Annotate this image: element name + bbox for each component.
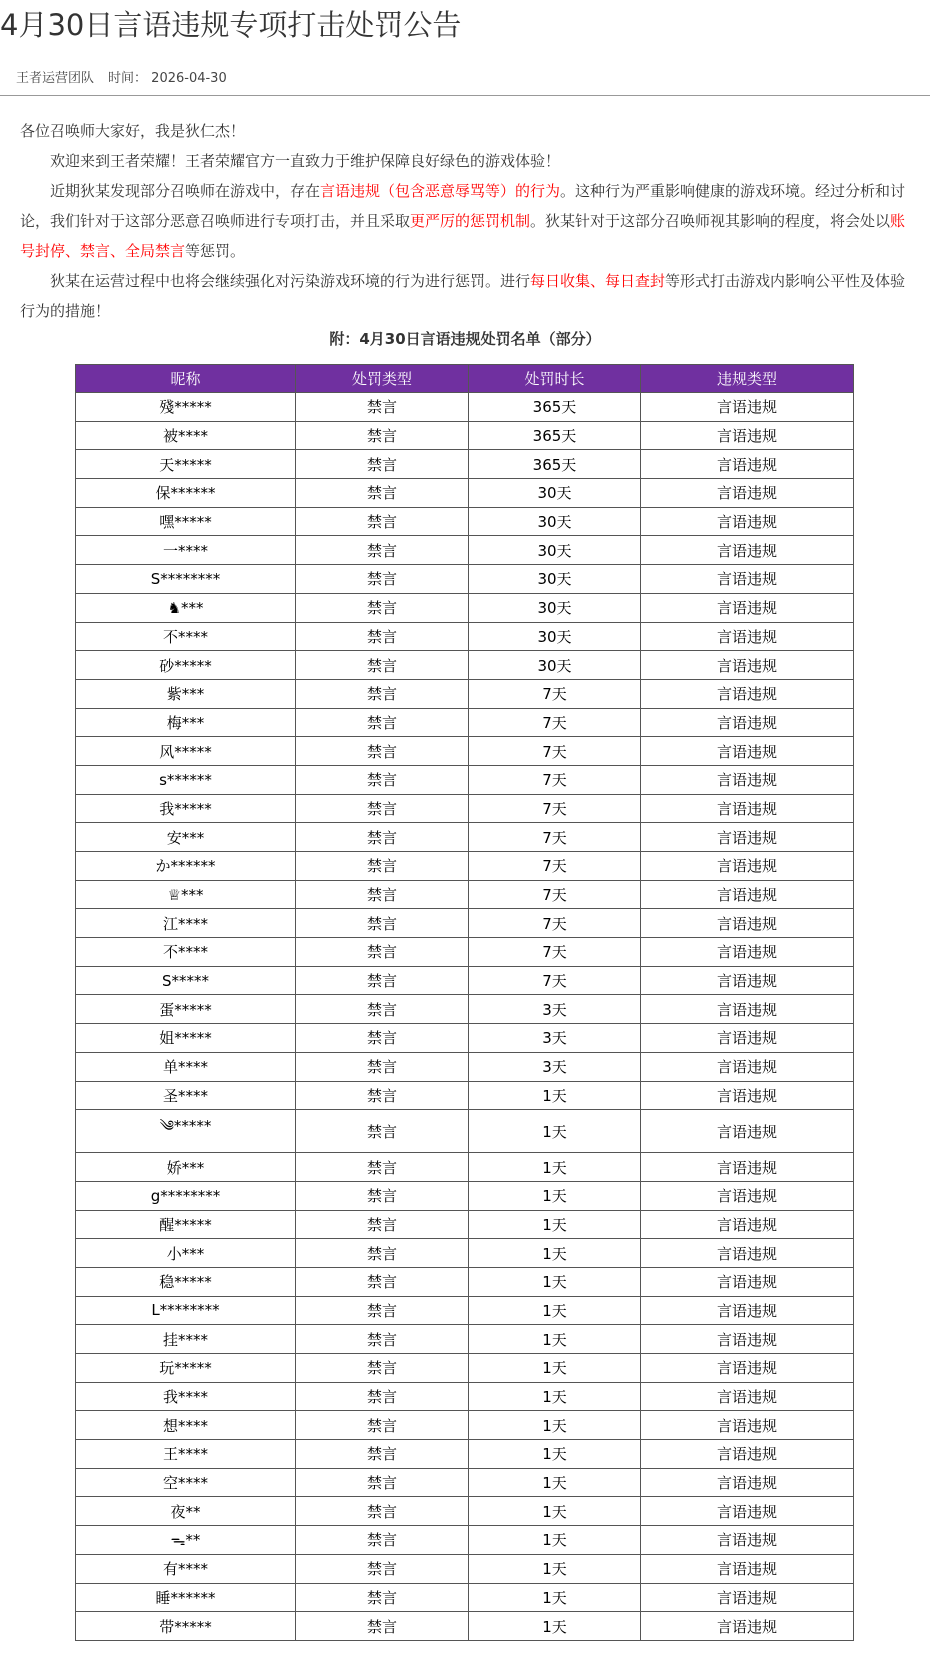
table-row [76,1181,854,1210]
table-row [76,565,854,594]
cell-duration: 1天 [469,1554,641,1583]
cell-penalty-type: 禁言 [296,679,469,708]
table-row [76,622,854,651]
cell-nickname: ♞*** [76,593,296,622]
cell-nickname: 蛋***** [76,995,296,1024]
cell-duration: 1天 [469,1239,641,1268]
table-row [76,393,854,422]
table-body [76,393,854,1641]
measures-paragraph [20,266,908,326]
cell-duration: 365天 [469,393,641,422]
cell-nickname: 风***** [76,737,296,766]
cell-penalty-type: 禁言 [296,880,469,909]
cell-violation-type: 言语违规 [641,1354,854,1383]
cell-violation-type: 言语违规 [641,1468,854,1497]
cell-violation-type: 言语违规 [641,1526,854,1555]
cell-nickname: 带***** [76,1612,296,1641]
cell-violation-type: 言语违规 [641,966,854,995]
table-row [76,1382,854,1411]
cell-violation-type: 言语违规 [641,479,854,508]
table-row [76,737,854,766]
cell-nickname: 圣**** [76,1081,296,1110]
cell-nickname: 有**** [76,1554,296,1583]
cell-duration: 1天 [469,1153,641,1182]
cell-nickname: 嘿***** [76,507,296,536]
cell-nickname: 砂***** [76,651,296,680]
cell-penalty-type: 禁言 [296,1239,469,1268]
cell-duration: 30天 [469,651,641,680]
cell-penalty-type: 禁言 [296,479,469,508]
cell-duration: 1天 [469,1583,641,1612]
cell-duration: 1天 [469,1110,641,1153]
table-row [76,823,854,852]
table-row [76,1024,854,1053]
table-row [76,1210,854,1239]
cell-nickname: 一**** [76,536,296,565]
table-row [76,708,854,737]
cell-nickname: S***** [76,966,296,995]
table-row [76,938,854,967]
cell-duration: 7天 [469,765,641,794]
table-row [76,679,854,708]
table-row [76,593,854,622]
publish-date: 2026-04-30 [151,71,227,86]
violation-text-1: 近期狄某发现部分召唤师在游戏中，存在 [50,182,321,200]
cell-violation-type: 言语违规 [641,708,854,737]
cell-penalty-type: 禁言 [296,1382,469,1411]
cell-nickname: か****** [76,852,296,881]
cell-violation-type: 言语违规 [641,421,854,450]
table-row [76,1052,854,1081]
cell-duration: 7天 [469,852,641,881]
cell-penalty-type: 禁言 [296,536,469,565]
cell-penalty-type: 禁言 [296,708,469,737]
table-caption: 附：4月30日言语违规处罚名单（部分） [329,330,601,348]
cell-penalty-type: 禁言 [296,1612,469,1641]
cell-nickname: 夜** [76,1497,296,1526]
cell-violation-type: 言语违规 [641,1325,854,1354]
cell-duration: 3天 [469,1024,641,1053]
cell-duration: 1天 [469,1382,641,1411]
table-row [76,1110,854,1153]
cell-violation-type: 言语违规 [641,1583,854,1612]
cell-penalty-type: 禁言 [296,995,469,1024]
time-label: 时间： [108,71,148,86]
cell-duration: 7天 [469,880,641,909]
violation-paragraph [20,176,908,266]
cell-penalty-type: 禁言 [296,938,469,967]
cell-violation-type: 言语违规 [641,507,854,536]
cell-violation-type: 言语违规 [641,565,854,594]
cell-penalty-type: 禁言 [296,1440,469,1469]
cell-penalty-type: 禁言 [296,450,469,479]
cell-penalty-type: 禁言 [296,737,469,766]
cell-nickname: 玩***** [76,1354,296,1383]
violation-text-3: 。狄某针对于这部分召唤师视其影响的程度，将会处以 [530,212,891,230]
welcome-paragraph: 欢迎来到王者荣耀！王者荣耀官方一直致力于维护保障良好绿色的游戏体验！ [50,152,561,170]
header-violation-type: 违规类型 [641,365,854,393]
cell-duration: 3天 [469,1052,641,1081]
cell-penalty-type: 禁言 [296,593,469,622]
cell-violation-type: 言语违规 [641,880,854,909]
cell-violation-type: 言语违规 [641,823,854,852]
table-row [76,1267,854,1296]
violation-highlight-1: 言语违规（包含恶意辱骂等）的行为 [320,182,561,200]
cell-penalty-type: 禁言 [296,1554,469,1583]
cell-duration: 365天 [469,421,641,450]
cell-nickname: 王**** [76,1440,296,1469]
cell-violation-type: 言语违规 [641,1081,854,1110]
table-row [76,765,854,794]
cell-penalty-type: 禁言 [296,1354,469,1383]
cell-duration: 1天 [469,1181,641,1210]
cell-duration: 1天 [469,1325,641,1354]
cell-duration: 30天 [469,565,641,594]
cell-duration: 1天 [469,1468,641,1497]
cell-penalty-type: 禁言 [296,1181,469,1210]
cell-nickname: 保****** [76,479,296,508]
cell-nickname: 姐***** [76,1024,296,1053]
cell-duration: 7天 [469,938,641,967]
cell-violation-type: 言语违规 [641,393,854,422]
cell-nickname: 紫*** [76,679,296,708]
table-row [76,1554,854,1583]
table-row [76,1468,854,1497]
cell-penalty-type: 禁言 [296,1296,469,1325]
cell-duration: 1天 [469,1497,641,1526]
table-row [76,507,854,536]
measures-highlight: 每日收集、每日查封 [530,272,666,290]
cell-penalty-type: 禁言 [296,651,469,680]
cell-violation-type: 言语违规 [641,1440,854,1469]
cell-violation-type: 言语违规 [641,1181,854,1210]
cell-violation-type: 言语违规 [641,1267,854,1296]
cell-duration: 7天 [469,909,641,938]
penalty-table [75,364,854,1641]
cell-nickname: 我***** [76,794,296,823]
cell-nickname: 单**** [76,1052,296,1081]
table-row [76,1497,854,1526]
cell-duration: 30天 [469,536,641,565]
cell-violation-type: 言语违规 [641,651,854,680]
cell-duration: 1天 [469,1526,641,1555]
cell-penalty-type: 禁言 [296,823,469,852]
cell-nickname: s****** [76,765,296,794]
cell-violation-type: 言语违规 [641,536,854,565]
cell-nickname: 小*** [76,1239,296,1268]
cell-violation-type: 言语违规 [641,1554,854,1583]
table-row [76,1153,854,1182]
cell-violation-type: 言语违规 [641,450,854,479]
cell-penalty-type: 禁言 [296,1583,469,1612]
cell-nickname: L******** [76,1296,296,1325]
table-row [76,1440,854,1469]
cell-penalty-type: 禁言 [296,852,469,881]
cell-violation-type: 言语违规 [641,765,854,794]
cell-nickname: ༄***** [76,1110,296,1153]
cell-duration: 1天 [469,1267,641,1296]
cell-duration: 30天 [469,479,641,508]
cell-penalty-type: 禁言 [296,421,469,450]
cell-nickname: 被**** [76,421,296,450]
cell-violation-type: 言语违规 [641,679,854,708]
table-row [76,651,854,680]
cell-penalty-type: 禁言 [296,1052,469,1081]
cell-duration: 30天 [469,593,641,622]
cell-penalty-type: 禁言 [296,966,469,995]
cell-penalty-type: 禁言 [296,507,469,536]
cell-duration: 7天 [469,737,641,766]
cell-duration: 7天 [469,679,641,708]
cell-penalty-type: 禁言 [296,909,469,938]
table-row [76,1081,854,1110]
cell-nickname: 稳***** [76,1267,296,1296]
cell-penalty-type: 禁言 [296,393,469,422]
header-divider [0,95,930,96]
cell-violation-type: 言语违规 [641,593,854,622]
cell-nickname: 不**** [76,622,296,651]
cell-violation-type: 言语违规 [641,1382,854,1411]
table-row [76,1354,854,1383]
table-row [76,479,854,508]
greeting-paragraph: 各位召唤师大家好，我是狄仁杰！ [20,122,246,140]
cell-violation-type: 言语违规 [641,1153,854,1182]
cell-penalty-type: 禁言 [296,565,469,594]
table-row [76,909,854,938]
table-row [76,1325,854,1354]
cell-violation-type: 言语违规 [641,852,854,881]
table-header-row [76,365,854,393]
cell-duration: 30天 [469,507,641,536]
violation-highlight-3: 账号封停、禁言、全局禁言 [20,212,906,260]
cell-penalty-type: 禁言 [296,1325,469,1354]
cell-violation-type: 言语违规 [641,909,854,938]
cell-nickname: 我**** [76,1382,296,1411]
cell-nickname: 梅*** [76,708,296,737]
cell-penalty-type: 禁言 [296,1081,469,1110]
cell-duration: 7天 [469,708,641,737]
cell-penalty-type: 禁言 [296,794,469,823]
article-body [20,116,908,326]
cell-violation-type: 言语违规 [641,794,854,823]
cell-duration: 1天 [469,1354,641,1383]
cell-duration: 1天 [469,1081,641,1110]
cell-violation-type: 言语违规 [641,1296,854,1325]
measures-text-1: 狄某在运营过程中也将会继续强化对污染游戏环境的行为进行惩罚。进行 [50,272,531,290]
cell-nickname: 想**** [76,1411,296,1440]
cell-penalty-type: 禁言 [296,622,469,651]
header-duration: 处罚时长 [469,365,641,393]
table-row [76,536,854,565]
table-row [76,966,854,995]
cell-duration: 30天 [469,622,641,651]
cell-penalty-type: 禁言 [296,1411,469,1440]
violation-highlight-2: 更严厉的惩罚机制 [410,212,531,230]
cell-penalty-type: 禁言 [296,1153,469,1182]
table-row [76,852,854,881]
cell-nickname: 安*** [76,823,296,852]
cell-penalty-type: 禁言 [296,1024,469,1053]
cell-nickname: ᯓ** [76,1526,296,1555]
cell-nickname: S******** [76,565,296,594]
cell-nickname: 挂**** [76,1325,296,1354]
cell-nickname: 娇*** [76,1153,296,1182]
violation-text-2: 。这种行为严重影响健康的游戏环境。经过分析和讨论，我们针对于这部分恶意召唤师进行专项打击，并且采取 [20,182,906,230]
cell-violation-type: 言语违规 [641,1210,854,1239]
cell-nickname: 殘***** [76,393,296,422]
table-row [76,1296,854,1325]
cell-penalty-type: 禁言 [296,765,469,794]
cell-duration: 3天 [469,995,641,1024]
header-nickname: 昵称 [76,365,296,393]
cell-nickname: 天***** [76,450,296,479]
cell-nickname: 睡****** [76,1583,296,1612]
cell-violation-type: 言语违规 [641,622,854,651]
cell-violation-type: 言语违规 [641,1612,854,1641]
cell-duration: 1天 [469,1296,641,1325]
cell-penalty-type: 禁言 [296,1468,469,1497]
cell-violation-type: 言语违规 [641,737,854,766]
cell-violation-type: 言语违规 [641,1497,854,1526]
author-label: 王者运营团队 [16,71,95,86]
cell-duration: 1天 [469,1612,641,1641]
table-row [76,794,854,823]
cell-duration: 7天 [469,823,641,852]
cell-violation-type: 言语违规 [641,1024,854,1053]
table-row [76,1583,854,1612]
table-row [76,450,854,479]
cell-violation-type: 言语违规 [641,1411,854,1440]
measures-text-2: 等形式打击游戏内影响公平性及体验行为的措施！ [20,272,906,320]
cell-violation-type: 言语违规 [641,938,854,967]
cell-duration: 7天 [469,966,641,995]
cell-duration: 1天 [469,1440,641,1469]
violation-text-4: 等惩罚。 [185,242,246,260]
cell-penalty-type: 禁言 [296,1267,469,1296]
cell-nickname: ♕*** [76,880,296,909]
cell-penalty-type: 禁言 [296,1526,469,1555]
table-row [76,1526,854,1555]
table-row [76,880,854,909]
cell-nickname: 不**** [76,938,296,967]
cell-penalty-type: 禁言 [296,1210,469,1239]
cell-nickname: g******** [76,1181,296,1210]
cell-duration: 7天 [469,794,641,823]
cell-nickname: 江**** [76,909,296,938]
page-title: 4月30日言语违规专项打击处罚公告 [0,8,462,42]
table-row [76,1612,854,1641]
table-row [76,1411,854,1440]
cell-penalty-type: 禁言 [296,1110,469,1153]
cell-duration: 1天 [469,1411,641,1440]
cell-duration: 1天 [469,1210,641,1239]
cell-nickname: 空**** [76,1468,296,1497]
cell-penalty-type: 禁言 [296,1497,469,1526]
cell-violation-type: 言语违规 [641,1239,854,1268]
table-row [76,421,854,450]
table-row [76,995,854,1024]
header-penalty-type: 处罚类型 [296,365,469,393]
cell-violation-type: 言语违规 [641,1052,854,1081]
cell-violation-type: 言语违规 [641,1110,854,1153]
table-row [76,1239,854,1268]
cell-nickname: 醒***** [76,1210,296,1239]
article-meta [16,67,227,86]
cell-violation-type: 言语违规 [641,995,854,1024]
cell-duration: 365天 [469,450,641,479]
